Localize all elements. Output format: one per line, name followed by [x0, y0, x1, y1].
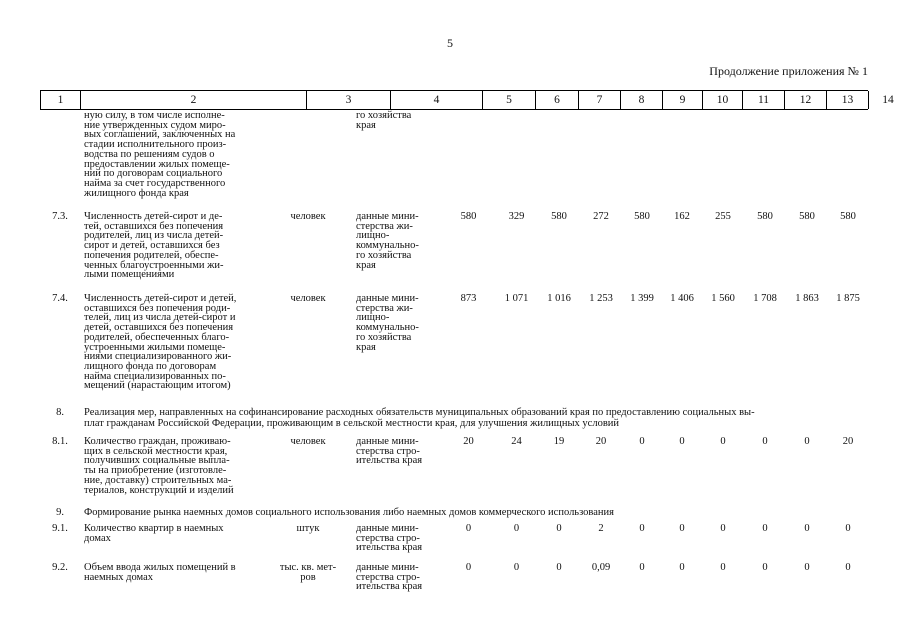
header-col-6: 6: [535, 91, 578, 109]
value-col-9: 0: [639, 523, 645, 534]
value-col-10: 0: [679, 436, 685, 447]
section-title: Реализация мер, направленных на софинансирование расходных обязательств муниципальных образований края по предоставлению социальных вы- плат гражданам Российской Федерации, проживающим в сельской местности края, для улучшения жилищных условий: [84, 407, 755, 429]
unit: человек: [290, 211, 326, 222]
value-col-5: 580: [460, 211, 477, 222]
value-col-10: 162: [674, 211, 690, 222]
section-title: Формирование рынка наемных домов социального использования либо наемных домов коммерческого использования: [84, 507, 614, 518]
indicator-name: Количество квартир в наемных домах: [84, 523, 224, 544]
unit: тыс. кв. мет- ров: [279, 562, 337, 583]
value-col-13: 0: [804, 562, 810, 573]
header-col-13: 13: [826, 91, 868, 109]
value-col-7: 0: [556, 523, 562, 534]
header-col-10: 10: [702, 91, 742, 109]
data-source: данные мини- стерства жи- лищно- коммунально- го хозяйства края: [356, 293, 419, 353]
unit: человек: [290, 293, 326, 304]
value-col-9: 580: [634, 211, 650, 222]
value-col-5: 0: [465, 523, 472, 534]
value-col-9: 1 399: [630, 293, 654, 304]
value-col-13: 0: [804, 523, 810, 534]
value-col-14: 20: [842, 436, 854, 447]
row-number: 7.4.: [52, 293, 68, 304]
section-number: 9.: [56, 507, 64, 518]
header-col-1: 1: [40, 91, 80, 109]
value-col-13: 580: [799, 211, 815, 222]
value-col-8: 2: [598, 523, 604, 534]
value-col-11: 0: [720, 523, 726, 534]
header-col-8: 8: [620, 91, 662, 109]
unit: человек: [290, 436, 326, 447]
value-col-6: 24: [511, 436, 522, 447]
header-col-7: 7: [578, 91, 620, 109]
header-col-5: 5: [482, 91, 535, 109]
value-col-8: 0,09: [591, 562, 611, 573]
indicator-name: Численность детей-сирот и детей, оставшихся без попечения роди- телей, лиц из числа детей-сирот и детей, оставшихся без попечения родителей, обеспеченных благо- устроенными жилыми помеще- ниями специализированного жи- лищного фонда по договорам найма специализированных по- мещений (нарастающим итогом): [84, 293, 237, 392]
unit: штук: [296, 523, 320, 534]
value-col-11: 255: [715, 211, 731, 222]
value-col-7: 19: [553, 436, 565, 447]
indicator-name: Количество граждан, проживаю- щих в сельской местности края, получивших социальные выпла- ты на приобретение (изготовле- ние, доставку) строительных ма- териалов, конструкций и изделий: [84, 436, 234, 496]
value-col-14: 580: [840, 211, 856, 222]
value-col-10: 1 406: [670, 293, 694, 304]
value-col-10: 0: [679, 562, 685, 573]
continuation-caption: Продолжение приложения № 1: [709, 64, 868, 78]
value-col-5: 0: [465, 562, 472, 573]
value-col-7: 580: [551, 211, 567, 222]
value-col-7: 0: [556, 562, 562, 573]
data-source: данные мини- стерства стро- ительства края: [356, 562, 423, 593]
value-col-11: 0: [720, 436, 726, 447]
value-col-11: 0: [720, 562, 726, 573]
indicator-name: ную силу, в том числе исполне- ние утвержденных судом миро- вых соглашений, заключенных на стадии исполнительного произ- водства по решениям судов о предоставлении жилых помеще- ний по договорам социального найма за счет государственного жилищного фонда края: [84, 110, 236, 199]
page-number: 5: [447, 36, 453, 50]
data-source: данные мини- стерства стро- ительства края: [356, 523, 423, 554]
value-col-10: 0: [679, 523, 685, 534]
section-number: 8.: [56, 407, 64, 418]
value-col-6: 0: [513, 562, 520, 573]
value-col-6: 0: [513, 523, 520, 534]
value-col-12: 0: [762, 523, 768, 534]
value-col-14: 0: [845, 523, 851, 534]
value-col-5: 20: [463, 436, 474, 447]
row-number: 7.3.: [52, 211, 68, 222]
row-number: 9.2.: [52, 562, 68, 573]
data-source: данные мини- стерства стро- ительства края: [356, 436, 423, 467]
header-col-14: 14: [868, 91, 905, 109]
value-col-8: 1 253: [589, 293, 613, 304]
value-col-6: 1 071: [504, 293, 529, 304]
value-col-9: 0: [639, 562, 645, 573]
header-col-2: 2: [80, 91, 306, 109]
row-number: 9.1.: [52, 523, 68, 534]
value-col-12: 1 708: [753, 293, 777, 304]
value-col-13: 1 863: [795, 293, 819, 304]
value-col-14: 0: [845, 562, 851, 573]
value-col-5: 873: [460, 293, 477, 304]
value-col-8: 272: [593, 211, 609, 222]
header-col-3: 3: [306, 91, 390, 109]
row-number: 8.1.: [52, 436, 68, 447]
indicator-name: Численность детей-сирот и де- тей, оставшихся без попечения родителей, лиц из числа детей- сирот и детей, оставшихся без попечения родителей, обеспе- ченных благоустроенными жи- лыми помещениями: [84, 211, 224, 281]
value-col-7: 1 016: [547, 293, 571, 304]
value-col-14: 1 875: [836, 293, 860, 304]
header-col-12: 12: [784, 91, 826, 109]
value-col-12: 580: [757, 211, 773, 222]
table-header: [40, 90, 894, 110]
value-col-6: 329: [508, 211, 525, 222]
value-col-12: 0: [762, 436, 768, 447]
value-col-8: 20: [595, 436, 607, 447]
header-col-9: 9: [662, 91, 702, 109]
data-source: го хозяйства края: [356, 110, 412, 131]
data-source: данные мини- стерства жи- лищно- коммунально- го хозяйства края: [356, 211, 419, 271]
value-col-13: 0: [804, 436, 810, 447]
header-col-11: 11: [742, 91, 784, 109]
value-col-12: 0: [762, 562, 768, 573]
header-col-4: 4: [390, 91, 482, 109]
indicator-name: Объем ввода жилых помещений в наемных домах: [84, 562, 236, 583]
value-col-9: 0: [639, 436, 645, 447]
value-col-11: 1 560: [711, 293, 735, 304]
